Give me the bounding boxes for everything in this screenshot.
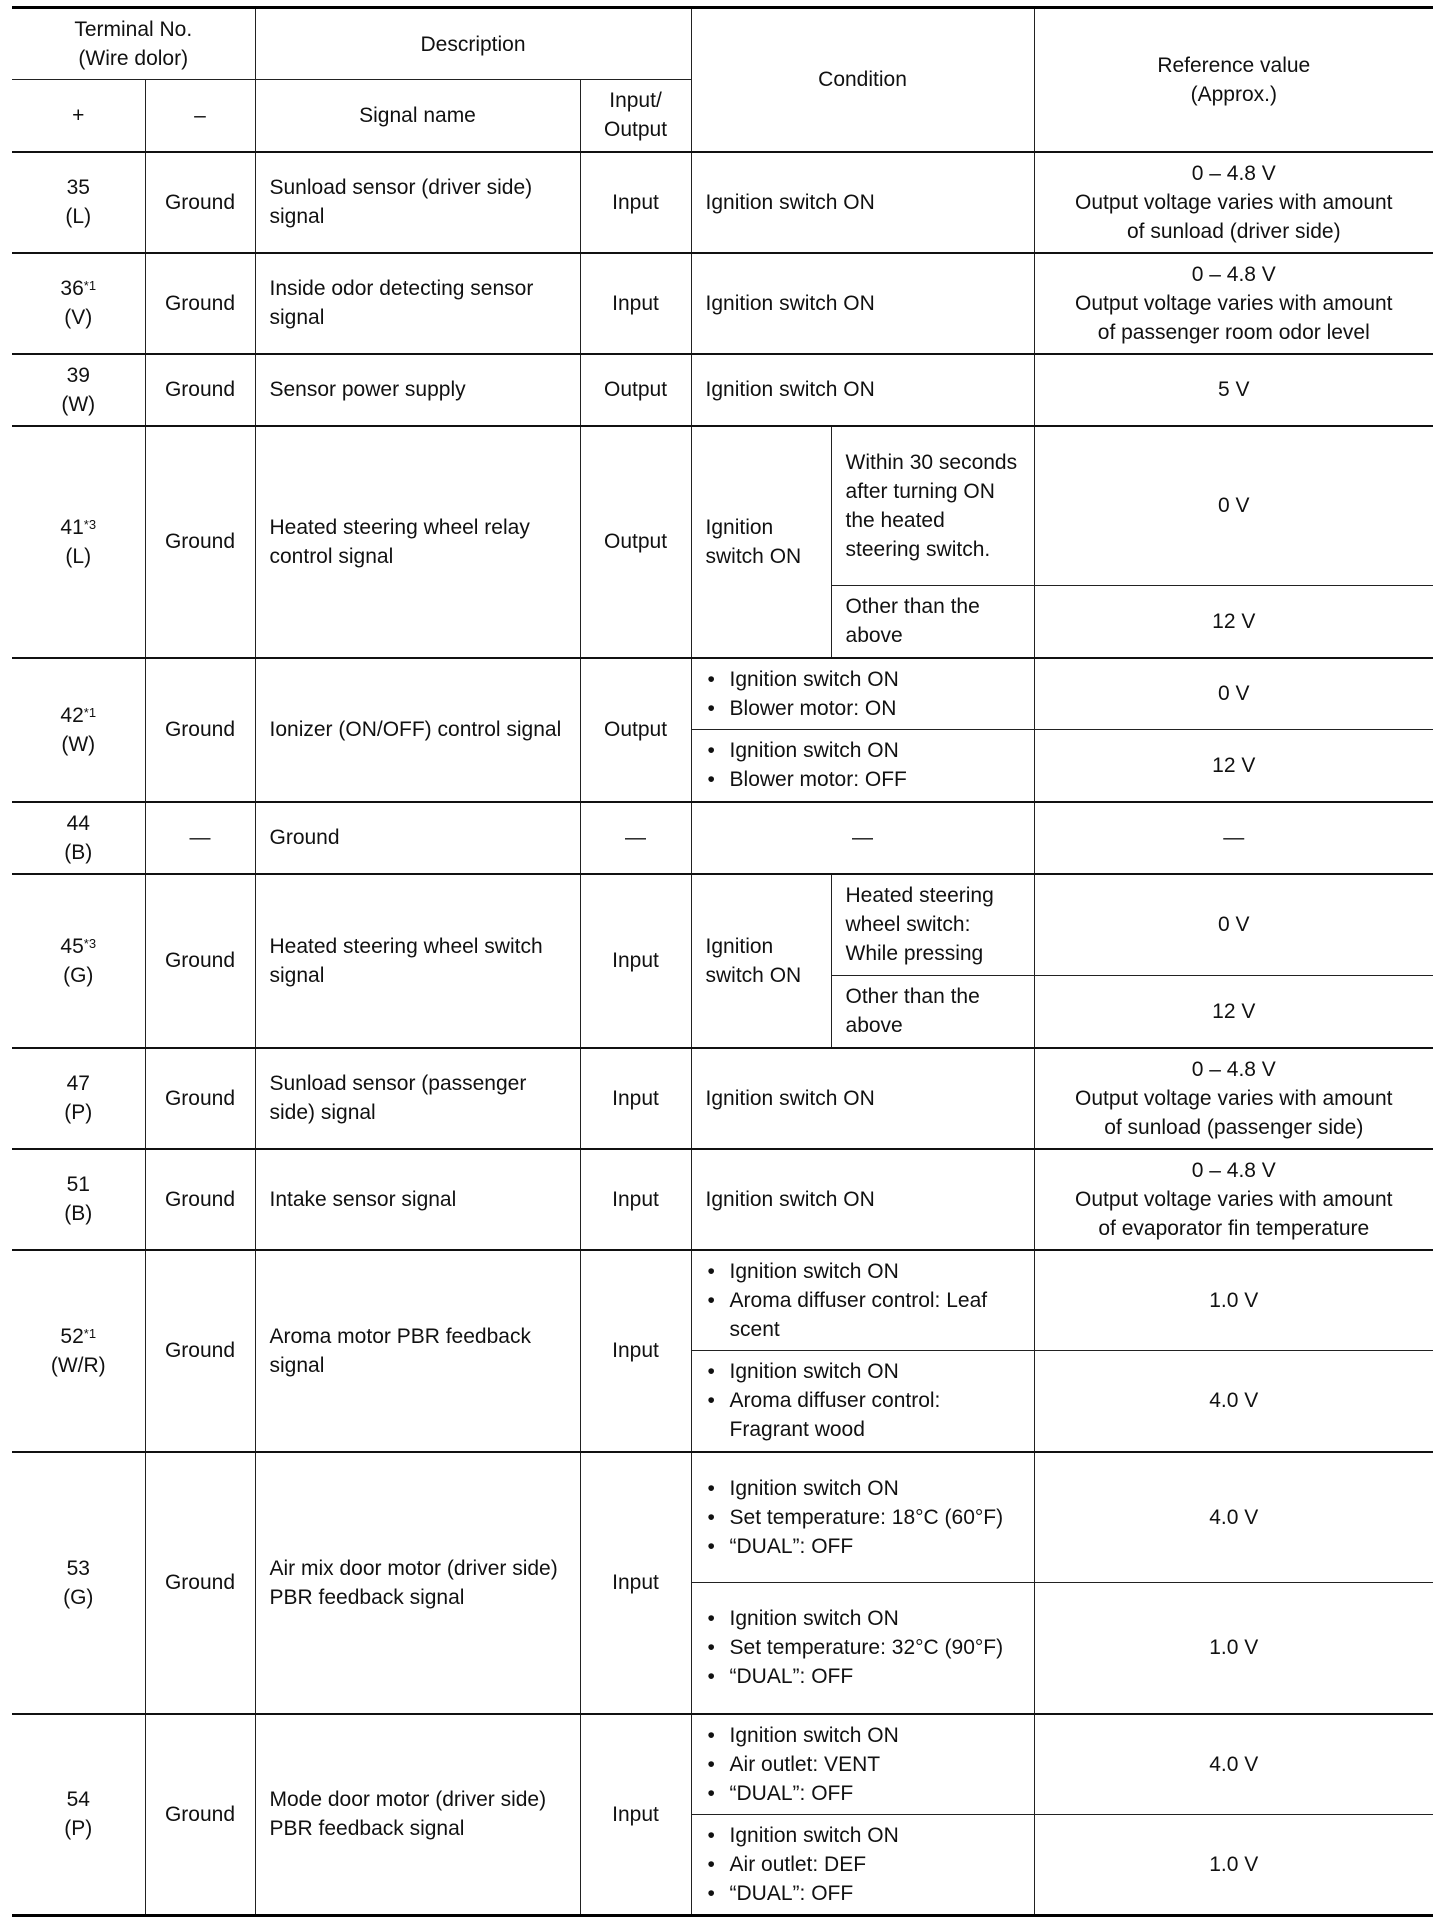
condition-detail: Within 30 seconds after turning ON the heated steering switch. <box>831 426 1034 586</box>
table-row <box>12 354 1433 426</box>
condition-item: • Set temperature: 18°C (60°F) <box>706 1503 1020 1532</box>
header-terminal-label: Terminal No. <box>74 18 193 41</box>
condition-item: • Aroma diffuser control: Leaf scent <box>706 1286 1020 1344</box>
reference-value <box>1034 1149 1433 1250</box>
terminal-number <box>26 1554 131 1583</box>
reference-line: of sunload (passenger side) <box>1104 1115 1364 1139</box>
terminal-cell <box>12 354 145 426</box>
reference-value: — <box>1034 802 1433 874</box>
signal-name: Mode door motor (driver side) PBR feedback signal <box>255 1714 580 1916</box>
minus-terminal: Ground <box>145 152 255 253</box>
terminal-number <box>26 361 131 390</box>
header-minus: – <box>145 80 255 152</box>
condition-bullets <box>706 736 1020 794</box>
wire-color: (B) <box>64 840 93 864</box>
reference-line: of passenger room odor level <box>1097 320 1370 344</box>
terminal-note: *1 <box>83 278 97 293</box>
condition: Ignition switch ON <box>691 1149 1034 1250</box>
reference-line: Output voltage varies with amount <box>1075 1187 1393 1211</box>
condition-item: • Ignition switch ON <box>706 736 1020 765</box>
terminal-no: 41 <box>60 515 84 539</box>
wire-color: (P) <box>64 1817 93 1841</box>
condition-bullets <box>706 1604 1020 1691</box>
table-row <box>12 802 1433 874</box>
minus-terminal: Ground <box>145 874 255 1048</box>
terminal-cell <box>12 253 145 354</box>
table-row <box>12 253 1433 354</box>
terminal-number <box>26 809 131 838</box>
table-body <box>12 152 1433 1916</box>
header-reference-value <box>1034 8 1433 152</box>
reference-value: 4.0 V <box>1034 1714 1433 1815</box>
reference-value: 5 V <box>1034 354 1433 426</box>
terminal-cell <box>12 658 145 802</box>
input-output: Input <box>580 1452 691 1714</box>
condition-bullets <box>706 665 1020 723</box>
terminal-number <box>26 513 131 542</box>
reference-line: Output voltage varies with amount <box>1075 291 1393 315</box>
wire-color: (G) <box>63 963 94 987</box>
header-wire-color-label: (Wire dolor) <box>78 47 189 70</box>
condition-item: • “DUAL”: OFF <box>706 1532 1020 1561</box>
condition-list <box>691 1714 1034 1815</box>
reference-value: 0 V <box>1034 658 1433 730</box>
table-row <box>12 658 1433 730</box>
condition-item: • Ignition switch ON <box>706 1474 1020 1503</box>
reference-line: of evaporator fin temperature <box>1098 1216 1370 1240</box>
terminal-number <box>26 1322 131 1351</box>
minus-terminal: Ground <box>145 426 255 658</box>
input-output: Output <box>580 354 691 426</box>
terminal-reference-sheet <box>12 6 1433 1917</box>
input-output: — <box>580 802 691 874</box>
condition-item: • “DUAL”: OFF <box>706 1662 1020 1691</box>
table-row <box>12 152 1433 253</box>
terminal-no: 47 <box>66 1072 90 1095</box>
input-output: Input <box>580 1714 691 1916</box>
header-approx-label: (Approx.) <box>1190 82 1277 106</box>
wire-color: (W) <box>61 392 96 416</box>
reference-line: 0 – 4.8 V <box>1191 262 1276 286</box>
terminal-no: 51 <box>66 1173 90 1196</box>
condition-list <box>691 730 1034 802</box>
condition-list <box>691 1351 1034 1452</box>
terminal-no: 44 <box>66 811 90 835</box>
wire-color: (B) <box>64 1202 93 1225</box>
table-row <box>12 1250 1433 1351</box>
reference-value: 0 V <box>1034 426 1433 586</box>
input-output: Input <box>580 874 691 1048</box>
terminal-no: 53 <box>66 1556 90 1580</box>
reference-line: 0 – 4.8 V <box>1191 1057 1276 1081</box>
condition-item: • Aroma diffuser control: Fragrant wood <box>706 1386 1020 1444</box>
terminal-no: 35 <box>66 176 90 199</box>
terminal-number <box>26 701 131 730</box>
signal-name: Heated steering wheel relay control signal <box>255 426 580 658</box>
condition-detail: Other than the above <box>831 586 1034 658</box>
minus-terminal: Ground <box>145 354 255 426</box>
signal-name: Sunload sensor (passenger side) signal <box>255 1048 580 1149</box>
condition-item: • “DUAL”: OFF <box>706 1779 1020 1808</box>
terminal-no: 54 <box>66 1788 90 1812</box>
terminal-number <box>26 274 131 303</box>
wire-color: (L) <box>65 544 92 568</box>
header-input-output <box>580 80 691 152</box>
signal-name: Air mix door motor (driver side) PBR feedback signal <box>255 1452 580 1714</box>
terminal-cell <box>12 1149 145 1250</box>
condition-item: • Ignition switch ON <box>706 665 1020 694</box>
wire-color: (P) <box>64 1101 93 1124</box>
condition-bullets <box>706 1721 1020 1808</box>
minus-terminal: Ground <box>145 658 255 802</box>
header-io-line2: Output <box>603 118 668 142</box>
condition-item: • Ignition switch ON <box>706 1604 1020 1633</box>
condition-bullets <box>706 1474 1020 1561</box>
condition-list <box>691 1815 1034 1916</box>
condition-item: • Ignition switch ON <box>706 1721 1020 1750</box>
condition-item: • Ignition switch ON <box>706 1821 1020 1850</box>
reference-value: 0 V <box>1034 874 1433 976</box>
terminal-cell <box>12 1714 145 1916</box>
condition-detail: Other than the above <box>831 976 1034 1048</box>
minus-terminal: Ground <box>145 1149 255 1250</box>
reference-value: 1.0 V <box>1034 1583 1433 1714</box>
minus-terminal: — <box>145 802 255 874</box>
terminal-number <box>26 932 131 961</box>
reference-line: of sunload (driver side) <box>1126 219 1341 243</box>
condition-list <box>691 1452 1034 1583</box>
terminal-number <box>26 1785 131 1814</box>
terminal-note: *1 <box>83 704 97 720</box>
header-plus: + <box>12 80 145 152</box>
signal-name: Ground <box>255 802 580 874</box>
condition-detail: Heated steering wheel switch: While pressing <box>831 874 1034 976</box>
wire-color: (W) <box>61 732 96 756</box>
table-row <box>12 1714 1433 1815</box>
reference-value: 1.0 V <box>1034 1815 1433 1916</box>
terminal-cell <box>12 152 145 253</box>
reference-value: 12 V <box>1034 730 1433 802</box>
reference-value: 4.0 V <box>1034 1452 1433 1583</box>
table-row <box>12 426 1433 586</box>
terminal-cell <box>12 426 145 658</box>
header-row-1 <box>12 8 1433 80</box>
condition-list <box>691 658 1034 730</box>
signal-name: Intake sensor signal <box>255 1149 580 1250</box>
terminal-number <box>26 173 131 202</box>
header-signal-name: Signal name <box>255 80 580 152</box>
signal-name: Heated steering wheel switch signal <box>255 874 580 1048</box>
minus-terminal: Ground <box>145 1250 255 1452</box>
reference-value <box>1034 253 1433 354</box>
condition: Ignition switch ON <box>691 152 1034 253</box>
condition-list <box>691 1250 1034 1351</box>
condition: Ignition switch ON <box>691 354 1034 426</box>
terminal-note: *1 <box>83 1325 97 1341</box>
terminal-no: 42 <box>60 703 84 727</box>
input-output: Output <box>580 658 691 802</box>
condition-item: • Blower motor: ON <box>706 694 1020 723</box>
header-condition: Condition <box>691 8 1034 152</box>
terminal-cell <box>12 1250 145 1452</box>
minus-terminal: Ground <box>145 253 255 354</box>
input-output: Input <box>580 152 691 253</box>
signal-name: Ionizer (ON/OFF) control signal <box>255 658 580 802</box>
reference-line: Output voltage varies with amount <box>1075 190 1393 214</box>
wire-color: (W/R) <box>50 1353 106 1377</box>
terminal-no: 39 <box>66 363 90 387</box>
condition-item: • Blower motor: OFF <box>706 765 1020 794</box>
condition-item: • Air outlet: DEF <box>706 1850 1020 1879</box>
condition-item: • Ignition switch ON <box>706 1357 1020 1386</box>
table-row <box>12 1149 1433 1250</box>
reference-line: 0 – 4.8 V <box>1191 161 1276 185</box>
header-reference-label: Reference value <box>1157 53 1311 77</box>
condition-bullets <box>706 1257 1020 1344</box>
terminal-number <box>26 1170 131 1199</box>
input-output: Output <box>580 426 691 658</box>
condition: Ignition switch ON <box>691 253 1034 354</box>
minus-terminal: Ground <box>145 1714 255 1916</box>
wire-color: (V) <box>64 306 93 329</box>
condition-item: • Ignition switch ON <box>706 1257 1020 1286</box>
reference-line: Output voltage varies with amount <box>1075 1086 1393 1110</box>
signal-name: Sensor power supply <box>255 354 580 426</box>
condition-main: Ignition switch ON <box>691 426 831 658</box>
wire-color: (G) <box>63 1585 94 1609</box>
minus-terminal: Ground <box>145 1048 255 1149</box>
terminal-no: 36 <box>60 277 84 300</box>
input-output: Input <box>580 1048 691 1149</box>
wire-color: (L) <box>65 205 92 228</box>
signal-name: Sunload sensor (driver side) signal <box>255 152 580 253</box>
terminal-cell <box>12 802 145 874</box>
reference-value <box>1034 1048 1433 1149</box>
header-description: Description <box>255 8 691 80</box>
terminal-cell <box>12 874 145 1048</box>
header-io-line1: Input/ <box>609 89 662 113</box>
condition-item: • Set temperature: 32°C (90°F) <box>706 1633 1020 1662</box>
minus-terminal: Ground <box>145 1452 255 1714</box>
condition: — <box>691 802 1034 874</box>
condition-bullets <box>706 1821 1020 1908</box>
reference-value: 4.0 V <box>1034 1351 1433 1452</box>
condition-item: • Air outlet: VENT <box>706 1750 1020 1779</box>
terminal-no: 45 <box>60 934 84 958</box>
terminal-no: 52 <box>60 1324 84 1348</box>
terminal-note: *3 <box>83 516 97 532</box>
condition-item: • “DUAL”: OFF <box>706 1879 1020 1908</box>
condition: Ignition switch ON <box>691 1048 1034 1149</box>
table-row <box>12 874 1433 976</box>
table-row <box>12 1048 1433 1149</box>
reference-value: 12 V <box>1034 976 1433 1048</box>
reference-value: 12 V <box>1034 586 1433 658</box>
input-output: Input <box>580 1149 691 1250</box>
condition-main: Ignition switch ON <box>691 874 831 1048</box>
reference-value <box>1034 152 1433 253</box>
terminal-number <box>26 1069 131 1098</box>
input-output: Input <box>580 1250 691 1452</box>
terminal-cell <box>12 1452 145 1714</box>
header-terminal-no <box>12 8 255 80</box>
condition-bullets <box>706 1357 1020 1444</box>
terminal-reference-table <box>12 6 1433 1917</box>
signal-name: Aroma motor PBR feedback signal <box>255 1250 580 1452</box>
condition-list <box>691 1583 1034 1714</box>
table-row <box>12 1452 1433 1583</box>
terminal-note: *3 <box>83 935 97 951</box>
reference-line: 0 – 4.8 V <box>1191 1158 1276 1182</box>
terminal-cell <box>12 1048 145 1149</box>
signal-name: Inside odor detecting sensor signal <box>255 253 580 354</box>
reference-value: 1.0 V <box>1034 1250 1433 1351</box>
input-output: Input <box>580 253 691 354</box>
